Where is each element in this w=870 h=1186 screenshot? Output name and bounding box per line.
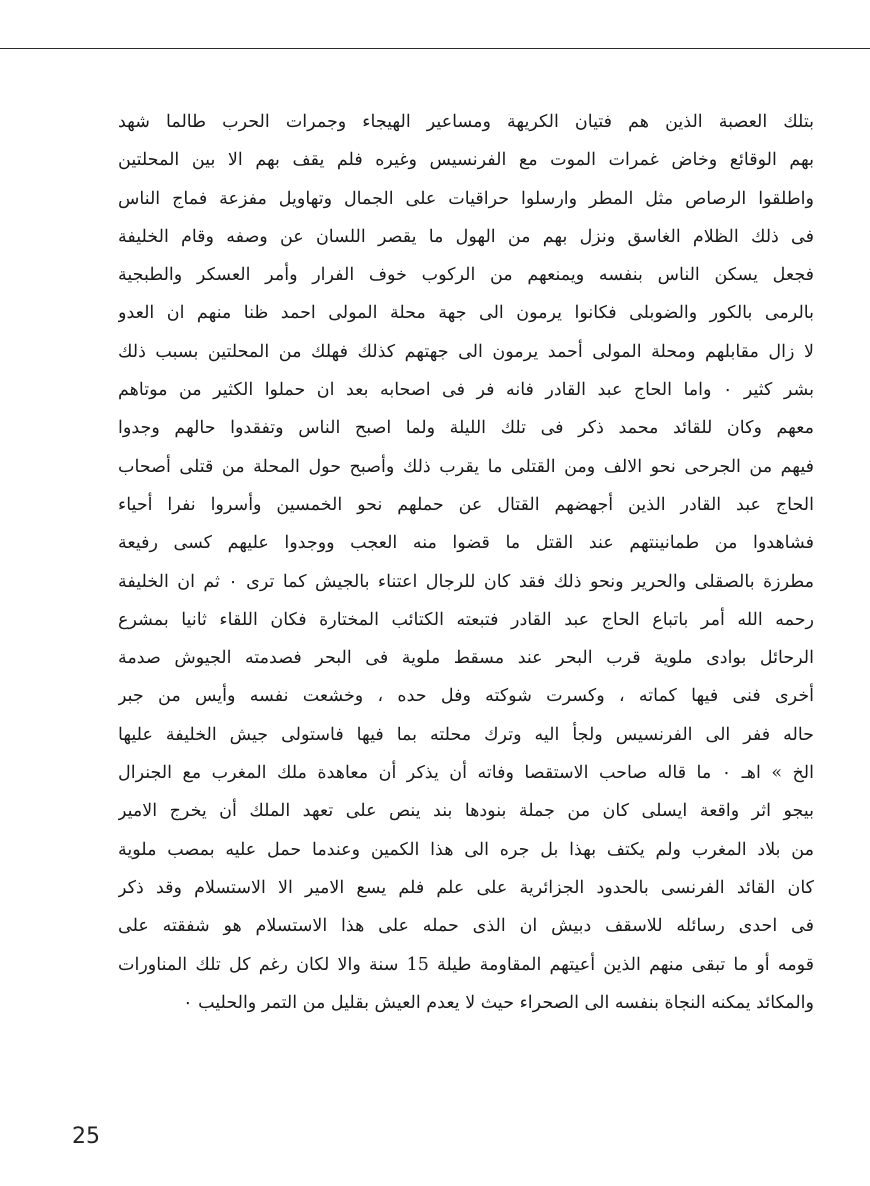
text-line: واطلقوا الرصاص مثل المطر وارسلوا حراقيات على الجمال وتهاويل مفزعة فماج الناس — [118, 188, 814, 209]
text-line: فشاهدوا من طمانينتهم عند القتل ما قضوا منه العجب ووجدوا عليهم كسى رفيعة — [118, 533, 814, 554]
text-line: أخرى فنى فيها كماته ، وكسرت شوكته وفل حده ، وخشعت نفسه وأيس من جبر — [118, 686, 814, 707]
header-rule — [0, 48, 870, 49]
text-line: معهم وكان للقائد محمد ذكر فى تلك الليلة ولما اصبح الناس وتفقدوا حالهم وجدوا — [118, 418, 814, 439]
text-line: فى ذلك الظلام الغاسق ونزل بهم من الهول ما يقصر اللسان عن وصفه وقام الخليفة — [118, 226, 814, 247]
text-line: من بلاد المغرب ولم يكتف بهذا بل جره الى هذا الكمين وعندما حمل عليه بمصب ملوية — [118, 839, 814, 860]
text-line: فجعل يسكن الناس بنفسه ويمنعهم من الركوب خوف الفرار وأمر العسكر والطبجية — [118, 265, 814, 286]
text-line: والمكائد يمكنه النجاة بنفسه الى الصحراء حيث لا يعدم العيش بقليل من التمر والحليب ٠ — [183, 992, 814, 1013]
text-line: كان القائد الفرنسى بالحدود الجزائرية على علم فلم يسع الامير الا الاستسلام وقد ذكر — [118, 877, 814, 898]
text-line: لا زال مقابلهم ومحلة المولى أحمد يرمون الى جهتهم كذلك فهلك من المحلتين بسبب ذلك — [118, 341, 814, 362]
page-number: 25 — [72, 1124, 100, 1149]
text-line: فى احدى رسائله للاسقف دبيش ان الذى حمله على هذا الاستسلام هو شفقته على — [118, 916, 814, 937]
text-line: الرحائل بوادى ملوية قرب البحر عند مسقط ملوية فى البحر فصدمته الجيوش صدمة — [118, 648, 814, 669]
text-line: بهم الوقائع وخاض غمرات الموت مع الفرنسيس وغيره فلم يقف بهم الا بين المحلتين — [118, 150, 814, 171]
text-line: الخ » اهـ ٠ ما قاله صاحب الاستقصا وفاته أن يذكر أن معاهدة ملك المغرب مع الجنرال — [118, 763, 814, 784]
body-text — [118, 103, 814, 1022]
text-line: مطرزة بالصقلى والحرير ونحو ذلك فقد كان للرجال اعتناء بالجيش كما ترى ٠ ثم ان الخليفة — [118, 571, 814, 592]
text-line: بتلك العصبة الذين هم فتيان الكريهة ومساعير الهيجاء وجمرات الحرب طالما شهد — [118, 112, 814, 132]
text-line: الحاج عبد القادر الذين أجهضهم القتال عن حملهم نحو الخمسين وأسروا نفرا أحياء — [118, 494, 814, 515]
text-line: بيجو اثر واقعة ايسلى كان من جملة بنودها بند ينص على تعهد الملك أن يخرج الامير — [118, 801, 814, 822]
text-line: قومه أو ما تبقى منهم الذين أعيتهم المقاومة طيلة 15 سنة والا لكان رغم كل تلك المناورات — [118, 954, 814, 975]
text-line: بالرمى بالكور والضوبلى فكانوا يرمون الى جهة محلة المولى احمد ظنا منهم ان العدو — [118, 303, 814, 324]
text-line: فيهم من الجرحى نحو الالف ومن القتلى ما يقرب ذلك وأصبح حول المحلة من قتلى أصحاب — [118, 456, 814, 477]
text-line: بشر كثير ٠ واما الحاج عبد القادر فانه فر فى اصحابه بعد ان حملوا الكثير من موتاهم — [118, 380, 814, 401]
text-line: رحمه الله أمر باتباع الحاج عبد القادر فتبعته الكتائب المختارة فكان اللقاء ثانيا بمشرع — [118, 609, 814, 630]
text-line: حاله ففر الى الفرنسيس ولجأ اليه وترك محلته بما فيها فاستولى جيش الخليفة عليها — [118, 724, 814, 745]
